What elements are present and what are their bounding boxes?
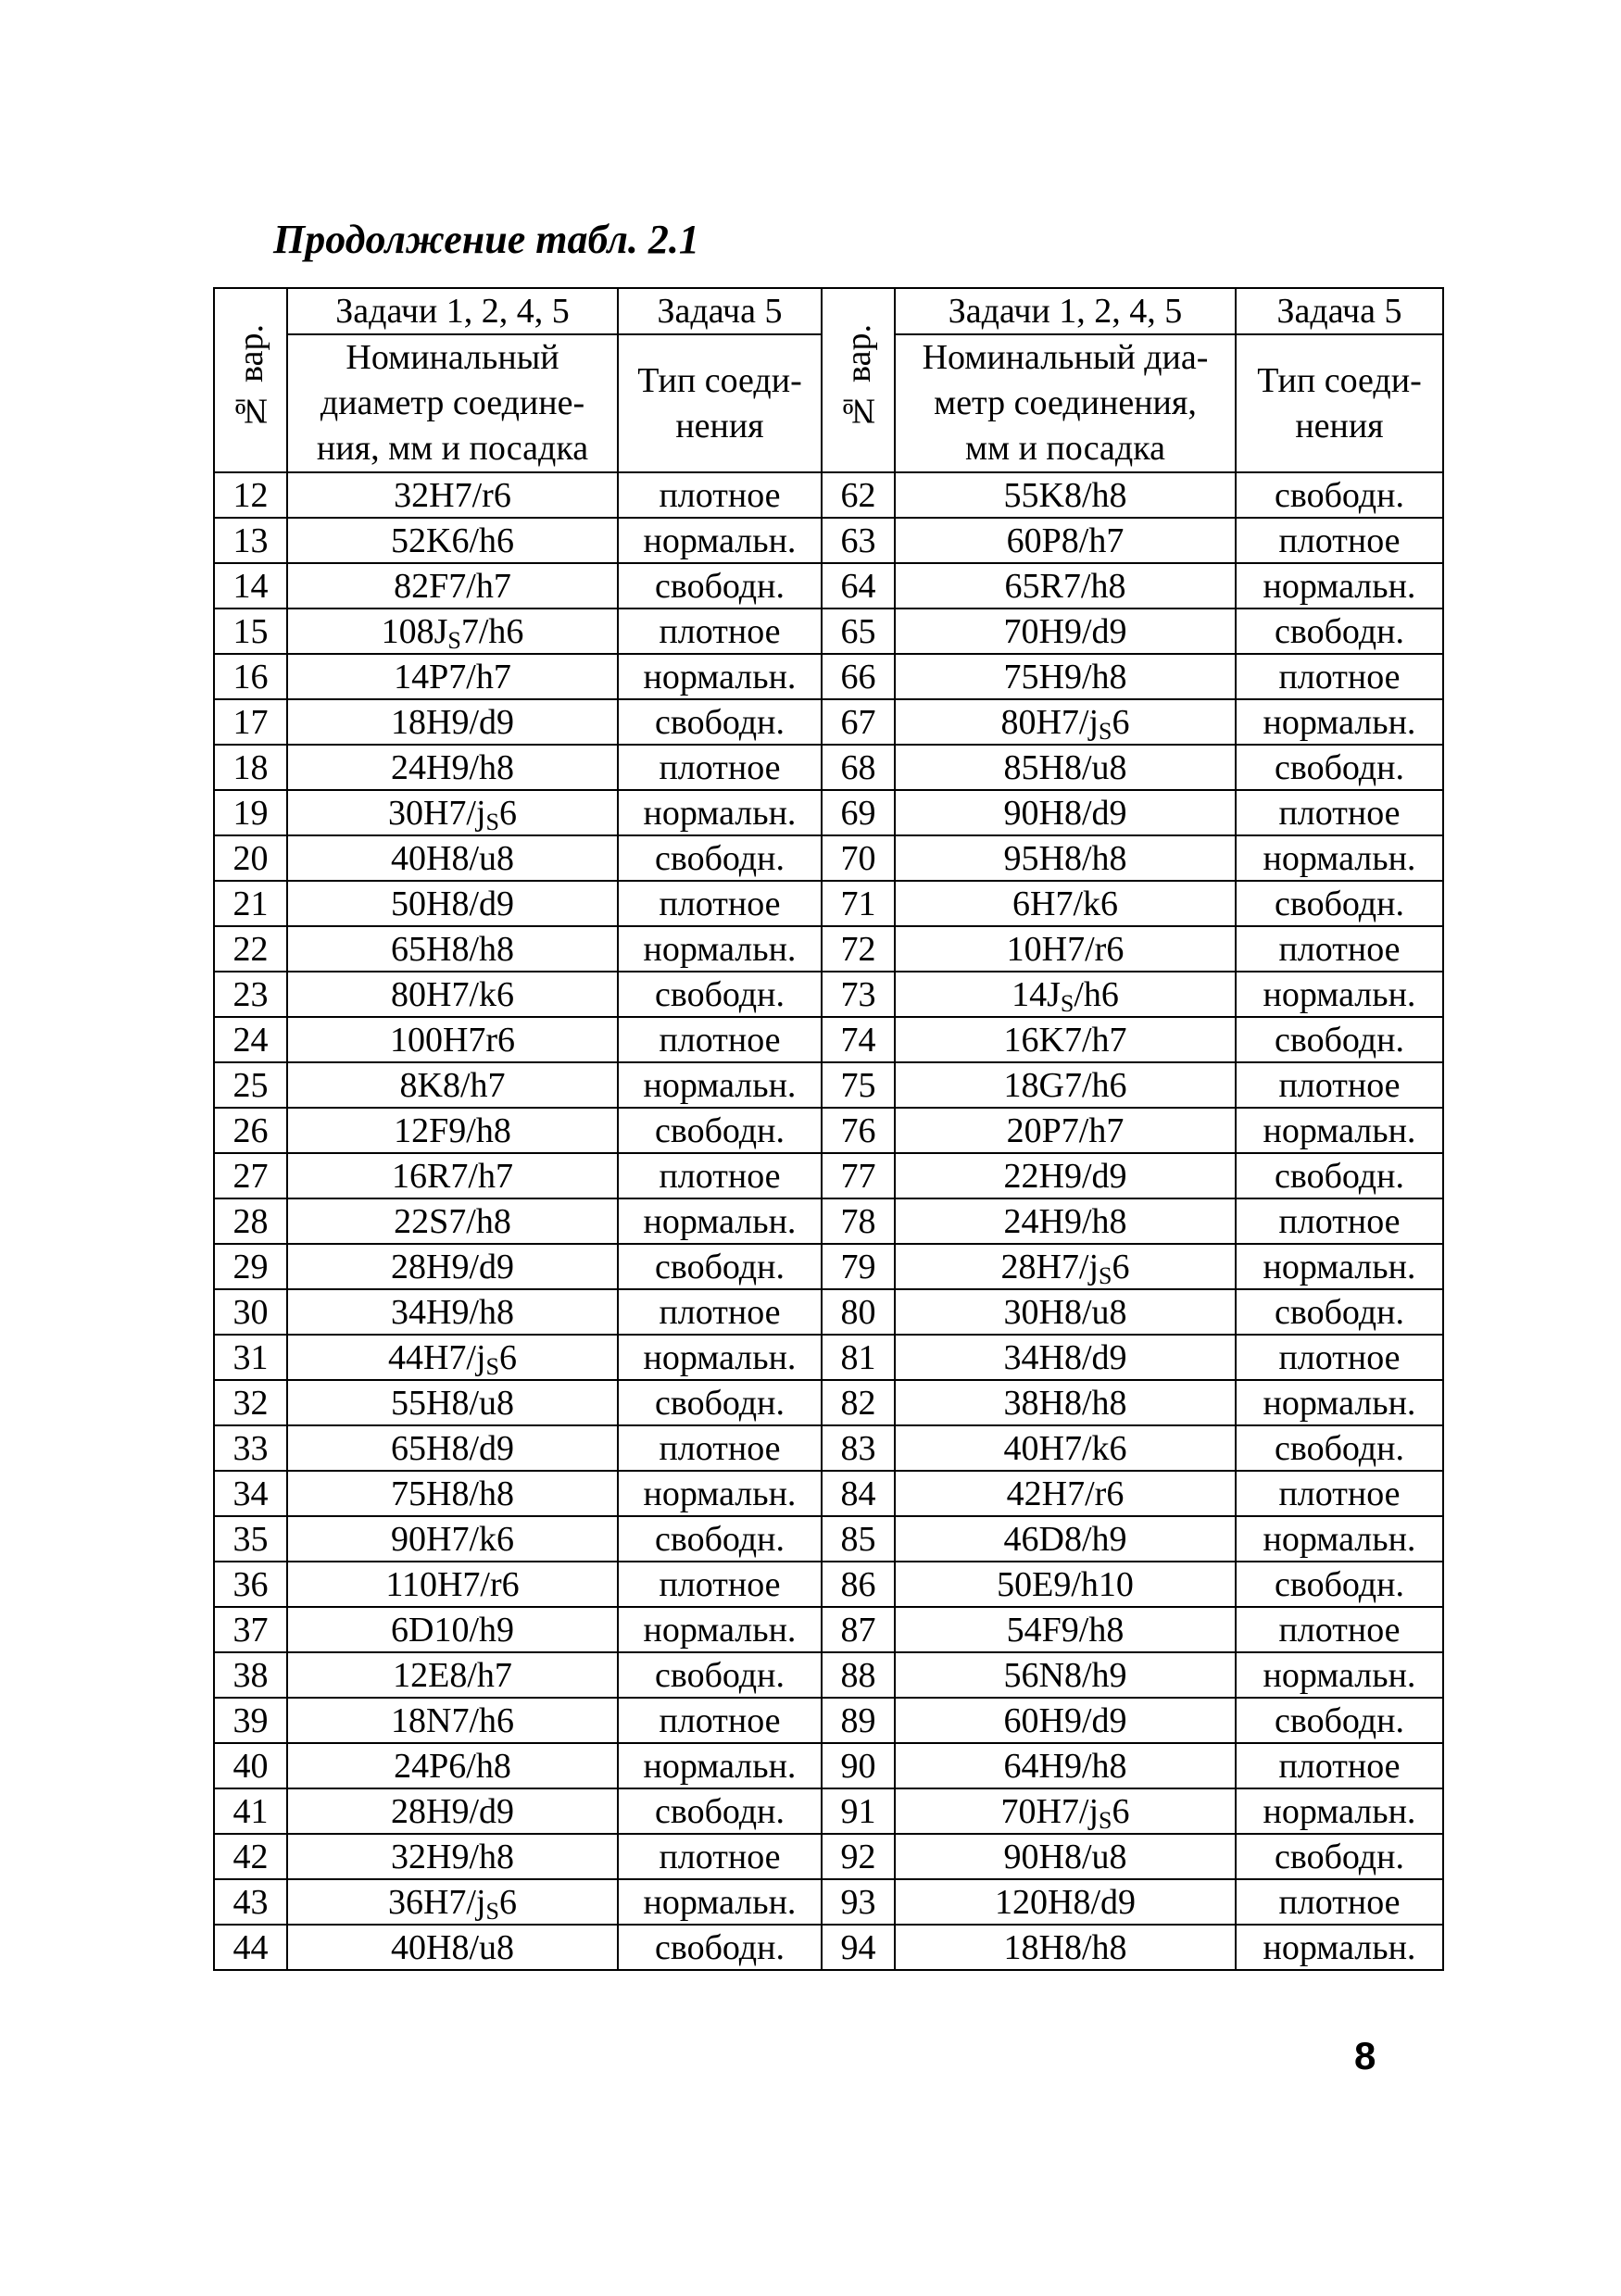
table-row (214, 1516, 1443, 1562)
header-task5-left: Задача 5 (618, 288, 822, 334)
left-var-cell: 28 (214, 1198, 287, 1244)
right-var-cell: 77 (822, 1153, 895, 1198)
right-fit-cell: 38H8/h8 (895, 1380, 1236, 1425)
header-type-right-line: нения (1295, 406, 1384, 445)
left-var-cell: 31 (214, 1335, 287, 1380)
right-fit-cell: 95H8/h8 (895, 835, 1236, 881)
left-var-cell: 37 (214, 1607, 287, 1652)
table-row (214, 926, 1443, 972)
right-type-cell: плотное (1236, 1335, 1443, 1380)
left-var-cell: 12 (214, 472, 287, 518)
right-fit-cell: 18H8/h8 (895, 1925, 1236, 1970)
right-var-cell: 90 (822, 1743, 895, 1788)
table-row (214, 609, 1443, 654)
left-fit-cell: 82F7/h7 (287, 563, 618, 609)
right-type-cell: плотное (1236, 1471, 1443, 1516)
left-type-cell: нормальн. (618, 1062, 822, 1108)
right-var-cell: 88 (822, 1652, 895, 1698)
right-type-cell: нормальн. (1236, 563, 1443, 609)
right-fit-cell: 120H8/d9 (895, 1879, 1236, 1925)
header-tasks-right: Задачи 1, 2, 4, 5 (895, 288, 1236, 334)
left-type-cell: свободн. (618, 1652, 822, 1698)
right-type-cell: свободн. (1236, 1017, 1443, 1062)
right-var-cell: 67 (822, 699, 895, 745)
right-fit-cell: $14J_S/h6$ (895, 972, 1236, 1017)
table-row (214, 1244, 1443, 1289)
left-type-cell: плотное (618, 1425, 822, 1471)
right-fit-cell: 10H7/r6 (895, 926, 1236, 972)
left-var-cell: 19 (214, 790, 287, 835)
right-fit-cell: $70H7/j_S6$ (895, 1788, 1236, 1834)
table-row (214, 518, 1443, 563)
right-var-cell: 85 (822, 1516, 895, 1562)
right-type-cell: плотное (1236, 1198, 1443, 1244)
left-type-cell: плотное (618, 609, 822, 654)
right-type-cell: свободн. (1236, 1834, 1443, 1879)
left-var-cell: 39 (214, 1698, 287, 1743)
header-type-left (618, 334, 822, 472)
left-var-cell: 18 (214, 745, 287, 790)
left-type-cell: свободн. (618, 1925, 822, 1970)
left-type-cell: нормальн. (618, 654, 822, 699)
right-fit-cell: 70H9/d9 (895, 609, 1236, 654)
right-type-cell: свободн. (1236, 472, 1443, 518)
header-type-left-line: нения (675, 406, 764, 445)
right-fit-cell: 85H8/u8 (895, 745, 1236, 790)
left-fit-cell: 28H9/d9 (287, 1788, 618, 1834)
right-type-cell: плотное (1236, 1062, 1443, 1108)
table-row (214, 745, 1443, 790)
right-var-cell: 91 (822, 1788, 895, 1834)
header-diameter-left-line: ния, мм и посадка (316, 429, 589, 468)
right-type-cell: нормальн. (1236, 1244, 1443, 1289)
left-fit-cell: 65H8/d9 (287, 1425, 618, 1471)
right-fit-cell: 50E9/h10 (895, 1562, 1236, 1607)
right-var-cell: 62 (822, 472, 895, 518)
right-type-cell: плотное (1236, 926, 1443, 972)
left-var-cell: 33 (214, 1425, 287, 1471)
header-tasks-left: Задачи 1, 2, 4, 5 (287, 288, 618, 334)
header-diameter-right (895, 334, 1236, 472)
subscript: S (485, 808, 500, 835)
left-fit-cell: 14P7/h7 (287, 654, 618, 699)
right-var-cell: 63 (822, 518, 895, 563)
header-var-right-label: № вар. (838, 323, 878, 431)
left-fit-cell: $108J_S7/h6$ (287, 609, 618, 654)
left-fit-cell: 12E8/h7 (287, 1652, 618, 1698)
right-var-cell: 82 (822, 1380, 895, 1425)
left-type-cell: нормальн. (618, 926, 822, 972)
right-var-cell: 94 (822, 1925, 895, 1970)
left-fit-cell: 28H9/d9 (287, 1244, 618, 1289)
right-var-cell: 84 (822, 1471, 895, 1516)
left-type-cell: плотное (618, 472, 822, 518)
right-var-cell: 89 (822, 1698, 895, 1743)
left-var-cell: 22 (214, 926, 287, 972)
table-row (214, 1743, 1443, 1788)
left-type-cell: нормальн. (618, 518, 822, 563)
page-number: 8 (1354, 2034, 1376, 2077)
left-fit-cell: $44H7/j_S6$ (287, 1335, 618, 1380)
left-type-cell: нормальн. (618, 790, 822, 835)
left-var-cell: 38 (214, 1652, 287, 1698)
table-row (214, 881, 1443, 926)
right-var-cell: 83 (822, 1425, 895, 1471)
left-var-cell: 34 (214, 1471, 287, 1516)
right-var-cell: 71 (822, 881, 895, 926)
left-type-cell: свободн. (618, 1788, 822, 1834)
left-var-cell: 35 (214, 1516, 287, 1562)
right-type-cell: свободн. (1236, 1425, 1443, 1471)
left-fit-cell: 34H9/h8 (287, 1289, 618, 1335)
right-type-cell: свободн. (1236, 1698, 1443, 1743)
header-var-right (822, 288, 895, 472)
right-var-cell: 72 (822, 926, 895, 972)
table-row (214, 1380, 1443, 1425)
right-fit-cell: 30H8/u8 (895, 1289, 1236, 1335)
left-var-cell: 32 (214, 1380, 287, 1425)
right-type-cell: нормальн. (1236, 1516, 1443, 1562)
subscript: S (485, 1352, 500, 1380)
header-var-left (214, 288, 287, 472)
header-diameter-left (287, 334, 618, 472)
left-type-cell: свободн. (618, 699, 822, 745)
right-var-cell: 93 (822, 1879, 895, 1925)
right-fit-cell: 60P8/h7 (895, 518, 1236, 563)
right-fit-cell: 55K8/h8 (895, 472, 1236, 518)
left-fit-cell: 32H7/r6 (287, 472, 618, 518)
left-type-cell: свободн. (618, 835, 822, 881)
left-var-cell: 30 (214, 1289, 287, 1335)
left-var-cell: 13 (214, 518, 287, 563)
table-row (214, 1062, 1443, 1108)
right-type-cell: плотное (1236, 654, 1443, 699)
left-type-cell: плотное (618, 1153, 822, 1198)
left-type-cell: свободн. (618, 1244, 822, 1289)
left-fit-cell: 12F9/h8 (287, 1108, 618, 1153)
right-type-cell: свободн. (1236, 1153, 1443, 1198)
table-row (214, 1198, 1443, 1244)
left-var-cell: 26 (214, 1108, 287, 1153)
left-type-cell: плотное (618, 1289, 822, 1335)
left-fit-cell: 22S7/h8 (287, 1198, 618, 1244)
left-var-cell: 14 (214, 563, 287, 609)
right-var-cell: 64 (822, 563, 895, 609)
right-fit-cell: 65R7/h8 (895, 563, 1236, 609)
right-var-cell: 81 (822, 1335, 895, 1380)
left-var-cell: 41 (214, 1788, 287, 1834)
right-type-cell: свободн. (1236, 745, 1443, 790)
left-type-cell: плотное (618, 881, 822, 926)
table-row (214, 472, 1443, 518)
left-fit-cell: 24H9/h8 (287, 745, 618, 790)
table-row (214, 1879, 1443, 1925)
table-body (214, 472, 1443, 1970)
left-fit-cell: $30H7/j_S6$ (287, 790, 618, 835)
left-var-cell: 40 (214, 1743, 287, 1788)
right-type-cell: плотное (1236, 518, 1443, 563)
subscript: S (1099, 1806, 1112, 1834)
right-type-cell: нормальн. (1236, 1380, 1443, 1425)
right-var-cell: 66 (822, 654, 895, 699)
right-var-cell: 65 (822, 609, 895, 654)
right-fit-cell: 56N8/h9 (895, 1652, 1236, 1698)
right-var-cell: 78 (822, 1198, 895, 1244)
left-fit-cell: 90H7/k6 (287, 1516, 618, 1562)
right-var-cell: 80 (822, 1289, 895, 1335)
right-var-cell: 70 (822, 835, 895, 881)
right-fit-cell: 46D8/h9 (895, 1516, 1236, 1562)
table-row (214, 1834, 1443, 1879)
table-header (214, 288, 1443, 472)
right-var-cell: 79 (822, 1244, 895, 1289)
header-diameter-right-line: мм и посадка (965, 429, 1165, 468)
header-type-left-line: Тип соеди- (637, 360, 802, 400)
right-fit-cell: 16K7/h7 (895, 1017, 1236, 1062)
right-fit-cell: 42H7/r6 (895, 1471, 1236, 1516)
right-type-cell: нормальн. (1236, 835, 1443, 881)
left-var-cell: 17 (214, 699, 287, 745)
right-type-cell: свободн. (1236, 881, 1443, 926)
table-row (214, 1652, 1443, 1698)
right-type-cell: плотное (1236, 1879, 1443, 1925)
table-row (214, 1153, 1443, 1198)
left-var-cell: 24 (214, 1017, 287, 1062)
right-fit-cell: 24H9/h8 (895, 1198, 1236, 1244)
left-type-cell: нормальн. (618, 1335, 822, 1380)
right-var-cell: 74 (822, 1017, 895, 1062)
left-type-cell: свободн. (618, 972, 822, 1017)
table-row (214, 1925, 1443, 1970)
header-diameter-left-line: диаметр соедине- (320, 383, 585, 422)
left-var-cell: 43 (214, 1879, 287, 1925)
right-type-cell: плотное (1236, 1607, 1443, 1652)
left-fit-cell: 24P6/h8 (287, 1743, 618, 1788)
table-row (214, 1289, 1443, 1335)
left-fit-cell: 32H9/h8 (287, 1834, 618, 1879)
header-diameter-right-line: Номинальный диа- (922, 338, 1209, 377)
right-fit-cell: 75H9/h8 (895, 654, 1236, 699)
table-row (214, 1108, 1443, 1153)
right-var-cell: 86 (822, 1562, 895, 1607)
header-var-left-label: № вар. (231, 323, 270, 431)
right-var-cell: 68 (822, 745, 895, 790)
table-row (214, 1335, 1443, 1380)
left-fit-cell: $36H7/j_S6$ (287, 1879, 618, 1925)
left-var-cell: 20 (214, 835, 287, 881)
left-var-cell: 44 (214, 1925, 287, 1970)
left-type-cell: свободн. (618, 563, 822, 609)
left-fit-cell: 65H8/h8 (287, 926, 618, 972)
right-fit-cell: 90H8/u8 (895, 1834, 1236, 1879)
left-fit-cell: 100H7r6 (287, 1017, 618, 1062)
left-fit-cell: 55H8/u8 (287, 1380, 618, 1425)
right-type-cell: свободн. (1236, 1562, 1443, 1607)
right-fit-cell: 64H9/h8 (895, 1743, 1236, 1788)
right-fit-cell: $28H7/j_S6$ (895, 1244, 1236, 1289)
left-var-cell: 15 (214, 609, 287, 654)
left-var-cell: 42 (214, 1834, 287, 1879)
header-diameter-left-line: Номинальный (346, 338, 559, 377)
left-var-cell: 29 (214, 1244, 287, 1289)
right-fit-cell: 90H8/d9 (895, 790, 1236, 835)
left-fit-cell: 16R7/h7 (287, 1153, 618, 1198)
right-var-cell: 92 (822, 1834, 895, 1879)
left-type-cell: свободн. (618, 1108, 822, 1153)
left-var-cell: 21 (214, 881, 287, 926)
left-type-cell: нормальн. (618, 1198, 822, 1244)
subscript: S (485, 1897, 500, 1925)
right-type-cell: нормальн. (1236, 1652, 1443, 1698)
right-type-cell: свободн. (1236, 1289, 1443, 1335)
left-type-cell: нормальн. (618, 1471, 822, 1516)
left-fit-cell: 80H7/k6 (287, 972, 618, 1017)
subscript: S (1099, 717, 1112, 745)
left-var-cell: 23 (214, 972, 287, 1017)
left-fit-cell: 52K6/h6 (287, 518, 618, 563)
right-fit-cell: 60H9/d9 (895, 1698, 1236, 1743)
left-type-cell: свободн. (618, 1516, 822, 1562)
left-type-cell: нормальн. (618, 1879, 822, 1925)
left-fit-cell: 75H8/h8 (287, 1471, 618, 1516)
right-type-cell: плотное (1236, 790, 1443, 835)
right-type-cell: плотное (1236, 1743, 1443, 1788)
header-diameter-right-line: метр соединения, (934, 383, 1197, 422)
right-fit-cell: 22H9/d9 (895, 1153, 1236, 1198)
right-fit-cell: 18G7/h6 (895, 1062, 1236, 1108)
left-type-cell: свободн. (618, 1380, 822, 1425)
table-row (214, 1471, 1443, 1516)
right-type-cell: нормальн. (1236, 1108, 1443, 1153)
table-row (214, 790, 1443, 835)
right-type-cell: свободн. (1236, 609, 1443, 654)
left-fit-cell: 50H8/d9 (287, 881, 618, 926)
table-row (214, 1788, 1443, 1834)
left-var-cell: 36 (214, 1562, 287, 1607)
left-type-cell: нормальн. (618, 1607, 822, 1652)
table-caption: Продолжение табл. 2.1 (273, 217, 699, 262)
fits-table (213, 287, 1444, 1971)
left-var-cell: 27 (214, 1153, 287, 1198)
right-fit-cell: 20P7/h7 (895, 1108, 1236, 1153)
right-var-cell: 73 (822, 972, 895, 1017)
left-fit-cell: 18N7/h6 (287, 1698, 618, 1743)
left-fit-cell: 40H8/u8 (287, 835, 618, 881)
right-var-cell: 75 (822, 1062, 895, 1108)
header-task5-right: Задача 5 (1236, 288, 1443, 334)
right-fit-cell: $80H7/j_S6$ (895, 699, 1236, 745)
left-type-cell: нормальн. (618, 1743, 822, 1788)
right-type-cell: нормальн. (1236, 699, 1443, 745)
table-row (214, 563, 1443, 609)
right-fit-cell: 34H8/d9 (895, 1335, 1236, 1380)
subscript: S (1099, 1261, 1112, 1289)
left-type-cell: плотное (618, 1017, 822, 1062)
right-type-cell: нормальн. (1236, 1925, 1443, 1970)
left-var-cell: 16 (214, 654, 287, 699)
subscript: S (447, 626, 461, 654)
header-type-right (1236, 334, 1443, 472)
left-type-cell: плотное (618, 1698, 822, 1743)
table-row (214, 835, 1443, 881)
left-fit-cell: 40H8/u8 (287, 1925, 618, 1970)
right-type-cell: нормальн. (1236, 972, 1443, 1017)
table-row (214, 1017, 1443, 1062)
table-row (214, 1425, 1443, 1471)
left-fit-cell: 6D10/h9 (287, 1607, 618, 1652)
table-row (214, 1698, 1443, 1743)
table-row (214, 1607, 1443, 1652)
table-row (214, 1562, 1443, 1607)
right-var-cell: 87 (822, 1607, 895, 1652)
table-row (214, 699, 1443, 745)
left-type-cell: плотное (618, 1562, 822, 1607)
left-type-cell: плотное (618, 1834, 822, 1879)
table-row (214, 654, 1443, 699)
left-fit-cell: 110H7/r6 (287, 1562, 618, 1607)
left-fit-cell: 8K8/h7 (287, 1062, 618, 1108)
table-row (214, 972, 1443, 1017)
right-fit-cell: 54F9/h8 (895, 1607, 1236, 1652)
left-type-cell: плотное (618, 745, 822, 790)
right-fit-cell: 40H7/k6 (895, 1425, 1236, 1471)
right-type-cell: нормальн. (1236, 1788, 1443, 1834)
subscript: S (1060, 989, 1074, 1017)
left-var-cell: 25 (214, 1062, 287, 1108)
header-type-right-line: Тип соеди- (1257, 360, 1422, 400)
left-fit-cell: 18H9/d9 (287, 699, 618, 745)
right-var-cell: 76 (822, 1108, 895, 1153)
right-fit-cell: 6H7/k6 (895, 881, 1236, 926)
right-var-cell: 69 (822, 790, 895, 835)
